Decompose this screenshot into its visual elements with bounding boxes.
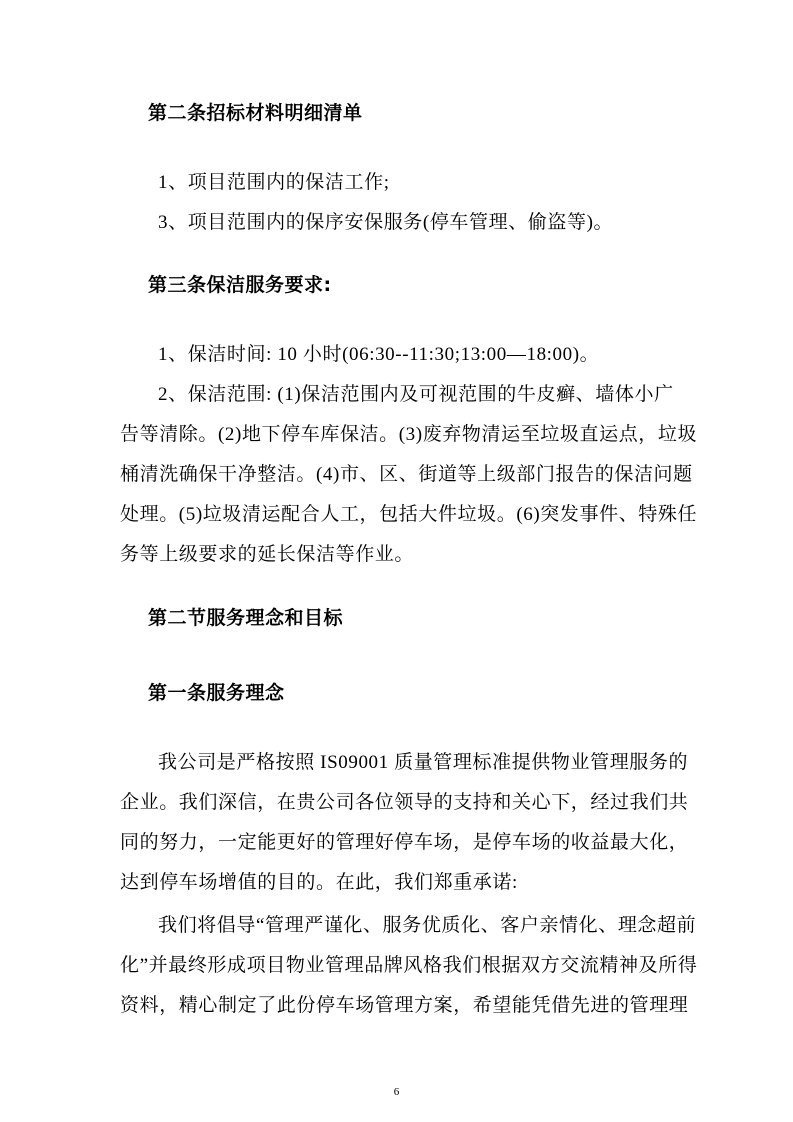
page-number: 6 [393,1086,400,1098]
paragraph-line: 资料，精心制定了此份停车场管理方案，希望能凭借先进的管理理 [120,995,689,1016]
list-item: 2、保洁范围: (1)保洁范围内及可视范围的牛皮癣、墙体小广 [158,384,674,405]
paragraph-line: 同的努力，一定能更好的管理好停车场，是停车场的收益最大化， [120,832,689,853]
paragraph-line: 桶清洗确保干净整洁。(4)市、区、街道等上级部门报告的保洁问题 [120,464,693,485]
paragraph-line: 企业。我们深信，在贵公司各位领导的支持和关心下，经过我们共 [120,792,689,813]
section-heading-service-philosophy-goals: 第二节服务理念和目标 [148,607,344,629]
list-item: 1、项目范围内的保洁工作; [158,172,390,193]
paragraph-line: 告等清除。(2)地下停车库保洁。(3)废弃物清运至垃圾直运点，垃圾 [120,424,698,445]
paragraph-line: 达到停车场增值的目的。在此，我们郑重承诺: [120,872,518,893]
list-item: 1、保洁时间: 10 小时(06:30--11:30;13:00—18:00)。 [158,344,600,365]
list-item: 3、项目范围内的保序安保服务(停车管理、偷盗等)。 [158,212,614,233]
paragraph-line: 务等上级要求的延长保洁等作业。 [120,544,415,565]
paragraph-line: 我们将倡导“管理严谨化、服务优质化、客户亲情化、理念超前 [158,915,697,936]
paragraph-line: 处理。(5)垃圾清运配合人工，包括大件垃圾。(6)突发事件、特殊任 [120,504,698,525]
section-heading-bidding-materials: 第二条招标材料明细清单 [148,102,363,124]
paragraph-line: 化”并最终形成项目物业管理品牌风格我们根据双方交流精神及所得 [120,955,698,976]
section-heading-service-philosophy: 第一条服务理念 [148,682,285,704]
paragraph-line: 我公司是严格按照 IS09001 质量管理标准提供物业管理服务的 [158,752,689,773]
section-heading-cleaning-requirements: 第三条保洁服务要求: [148,274,332,296]
